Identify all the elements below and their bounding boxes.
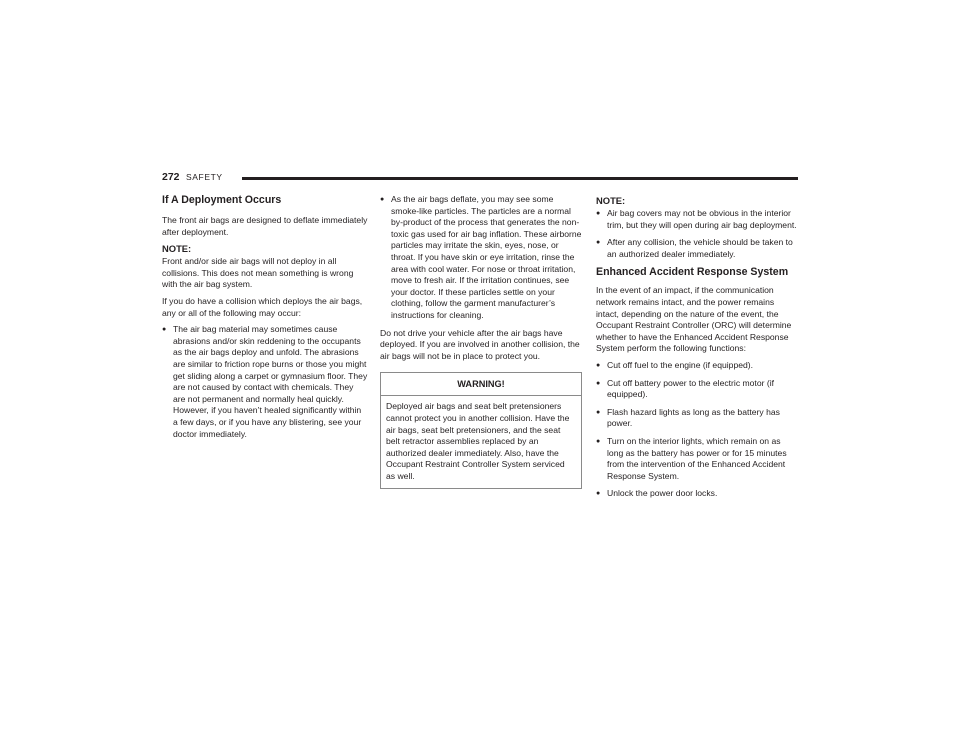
page-header: [162, 170, 798, 186]
note-label: NOTE:: [162, 243, 192, 255]
response-system-heading: Enhanced Accident Response System: [596, 266, 789, 279]
column-left: [162, 194, 368, 446]
list-item: ● Unlock the power door locks.: [596, 488, 798, 500]
list-item: ● Cut off fuel to the engine (if equipped).: [596, 360, 798, 372]
list-item-particles: ● As the air bags deflate, you may see some smoke-like particles. The particles are a normal by-product of the process that generates the non-toxic gas used for air bag inflation. These airborne particles may irritate the skin, eyes, nose, or throat. If you have skin or eye irritation, rinse the area with cool water. For nose or throat irritation, move to fresh air. If the irritation continues, see your doctor. If these particles settle on your clothing, follow the garment manufacturer’s instructions for cleaning.: [380, 194, 582, 322]
functions-list: [596, 360, 798, 500]
warning-title: WARNING!: [381, 373, 581, 396]
list-item: ● Cut off battery power to the electric motor (if equipped).: [596, 378, 798, 401]
list-item: ● After any collision, the vehicle should be taken to an authorized dealer immediately.: [596, 237, 798, 260]
list-item: ● Air bag covers may not be obvious in the interior trim, but they will open during air bag deployment.: [596, 208, 798, 231]
note-label: NOTE:: [596, 195, 626, 206]
deployment-heading: If A Deployment Occurs: [162, 194, 282, 206]
effects-list-continued: [380, 194, 582, 322]
warning-box: [380, 372, 582, 489]
column-middle: [380, 194, 582, 489]
section-title: SAFETY: [186, 172, 223, 182]
list-item-abrasions: ● The air bag material may sometimes cause abrasions and/or skin reddening to the occupants as the air bags deploy and unfold. The abrasions are similar to friction rope burns or those you might get sliding along a carpet or gymnasium floor. They are not caused by contact with chemicals. They are not permanent and normally heal quickly. However, if you haven’t healed significantly within a few days, or if you have any blistering, see your doctor immediately.: [162, 324, 368, 440]
list-item: ● Flash hazard lights as long as the battery has power.: [596, 407, 798, 430]
column-right: [596, 194, 798, 506]
list-item: ● Turn on the interior lights, which remain on as long as the battery has power or for 15 minutes from the intervention of the Enhanced Accident Response System.: [596, 436, 798, 482]
warning-text: Deployed air bags and seat belt pretensioners cannot protect you in another collision. Have the air bags, seat belt pretensioners, and the seat belt retractor assemblies replaced by an authorized dealer immediately. Also, have the Occupant Restraint Controller System serviced as well.: [386, 401, 570, 481]
header-rule: [242, 177, 798, 180]
effects-list: [162, 324, 368, 440]
response-system-paragraph: In the event of an impact, if the communication network remains intact, and the power remains intact, depending on the nature of the event, the Occupant Restraint Controller (ORC) will determine whether to have the Enhanced Accident Response System perform the following functions:: [596, 285, 792, 354]
do-not-drive-paragraph: Do not drive your vehicle after the air bags have deployed. If you are involved in another collision, the air bags will not be in place to protect you.: [380, 327, 580, 361]
collision-paragraph: If you do have a collision which deploys the air bags, any or all of the following may occur:: [162, 295, 363, 318]
deflate-paragraph: The front air bags are designed to deflate immediately after deployment.: [162, 215, 368, 237]
page-number: 272: [162, 171, 180, 183]
note-text: Front and/or side air bags will not deploy in all collisions. This does not mean something is wrong with the air bag system.: [162, 256, 354, 290]
note-list: [596, 208, 798, 260]
